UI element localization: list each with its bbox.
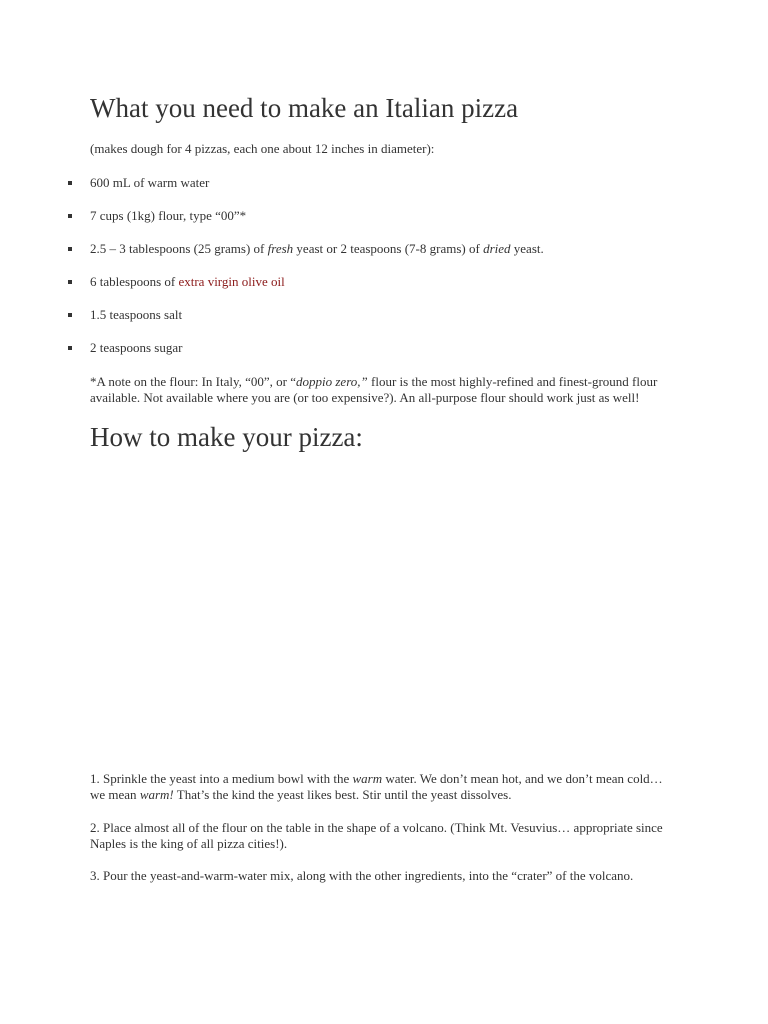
note-emphasis: doppio zero,”	[296, 374, 368, 389]
page-title: What you need to make an Italian pizza	[90, 93, 519, 123]
ingredient-text: 7 cups (1kg) flour, type “00”*	[90, 208, 247, 223]
ingredient-item	[90, 207, 680, 240]
step-item	[90, 771, 680, 803]
bullet-icon	[68, 214, 72, 218]
step-item: 3. Pour the yeast-and-warm-water mix, along with the other ingredients, into the “crater” of the volcano.	[90, 868, 634, 883]
bullet-icon	[68, 346, 72, 350]
ingredient-emphasis: dried	[483, 241, 511, 256]
ingredient-text-part: 6 tablespoons of	[90, 274, 179, 289]
bullet-icon	[68, 247, 72, 251]
step-text-part: That’s the kind the yeast likes best. Stir until the yeast dissolves.	[173, 787, 512, 802]
note-text-part: flour is the most highly-refined and finest-ground flour available. Not available where you are (or too expensive?). An all-purpose flour should work just as well!	[90, 374, 658, 405]
ingredient-text: 1.5 teaspoons salt	[90, 307, 183, 322]
ingredient-text-part: 2.5 – 3 tablespoons (25 grams) of	[90, 241, 268, 256]
section-heading: How to make your pizza:	[90, 422, 363, 452]
ingredient-item	[90, 273, 680, 306]
ingredient-item	[90, 174, 680, 207]
ingredient-text-part: yeast.	[510, 241, 544, 256]
ingredient-text: 2 teaspoons sugar	[90, 340, 183, 355]
note-text-part: *A note on the flour: In Italy, “00”, or “	[90, 374, 297, 389]
ingredient-item	[90, 240, 680, 273]
yield-note: (makes dough for 4 pizzas, each one about 12 inches in diameter):	[90, 141, 435, 156]
olive-oil-link[interactable]: extra virgin olive oil	[178, 274, 285, 289]
ingredient-text-part: yeast or 2 teaspoons (7-8 grams) of	[293, 241, 484, 256]
step-emphasis: warm!	[139, 787, 174, 802]
step-emphasis: warm	[352, 771, 383, 786]
ingredient-list	[90, 174, 680, 372]
ingredient-text: 600 mL of warm water	[90, 175, 210, 190]
bullet-icon	[68, 181, 72, 185]
ingredient-item	[90, 339, 680, 372]
bullet-icon	[68, 313, 72, 317]
ingredient-item	[90, 306, 680, 339]
bullet-icon	[68, 280, 72, 284]
ingredient-emphasis: fresh	[267, 241, 294, 256]
step-text-part: water. We don’t mean hot, and we don’t mean cold… we mean	[90, 771, 663, 802]
blank-media-area	[90, 470, 680, 760]
step-text-part: 1. Sprinkle the yeast into a medium bowl with the	[90, 771, 353, 786]
flour-note	[90, 374, 680, 406]
step-item: 2. Place almost all of the flour on the table in the shape of a volcano. (Think Mt. Vesuvius… appropriate since Naples is the king of all pizza cities!).	[90, 820, 663, 851]
